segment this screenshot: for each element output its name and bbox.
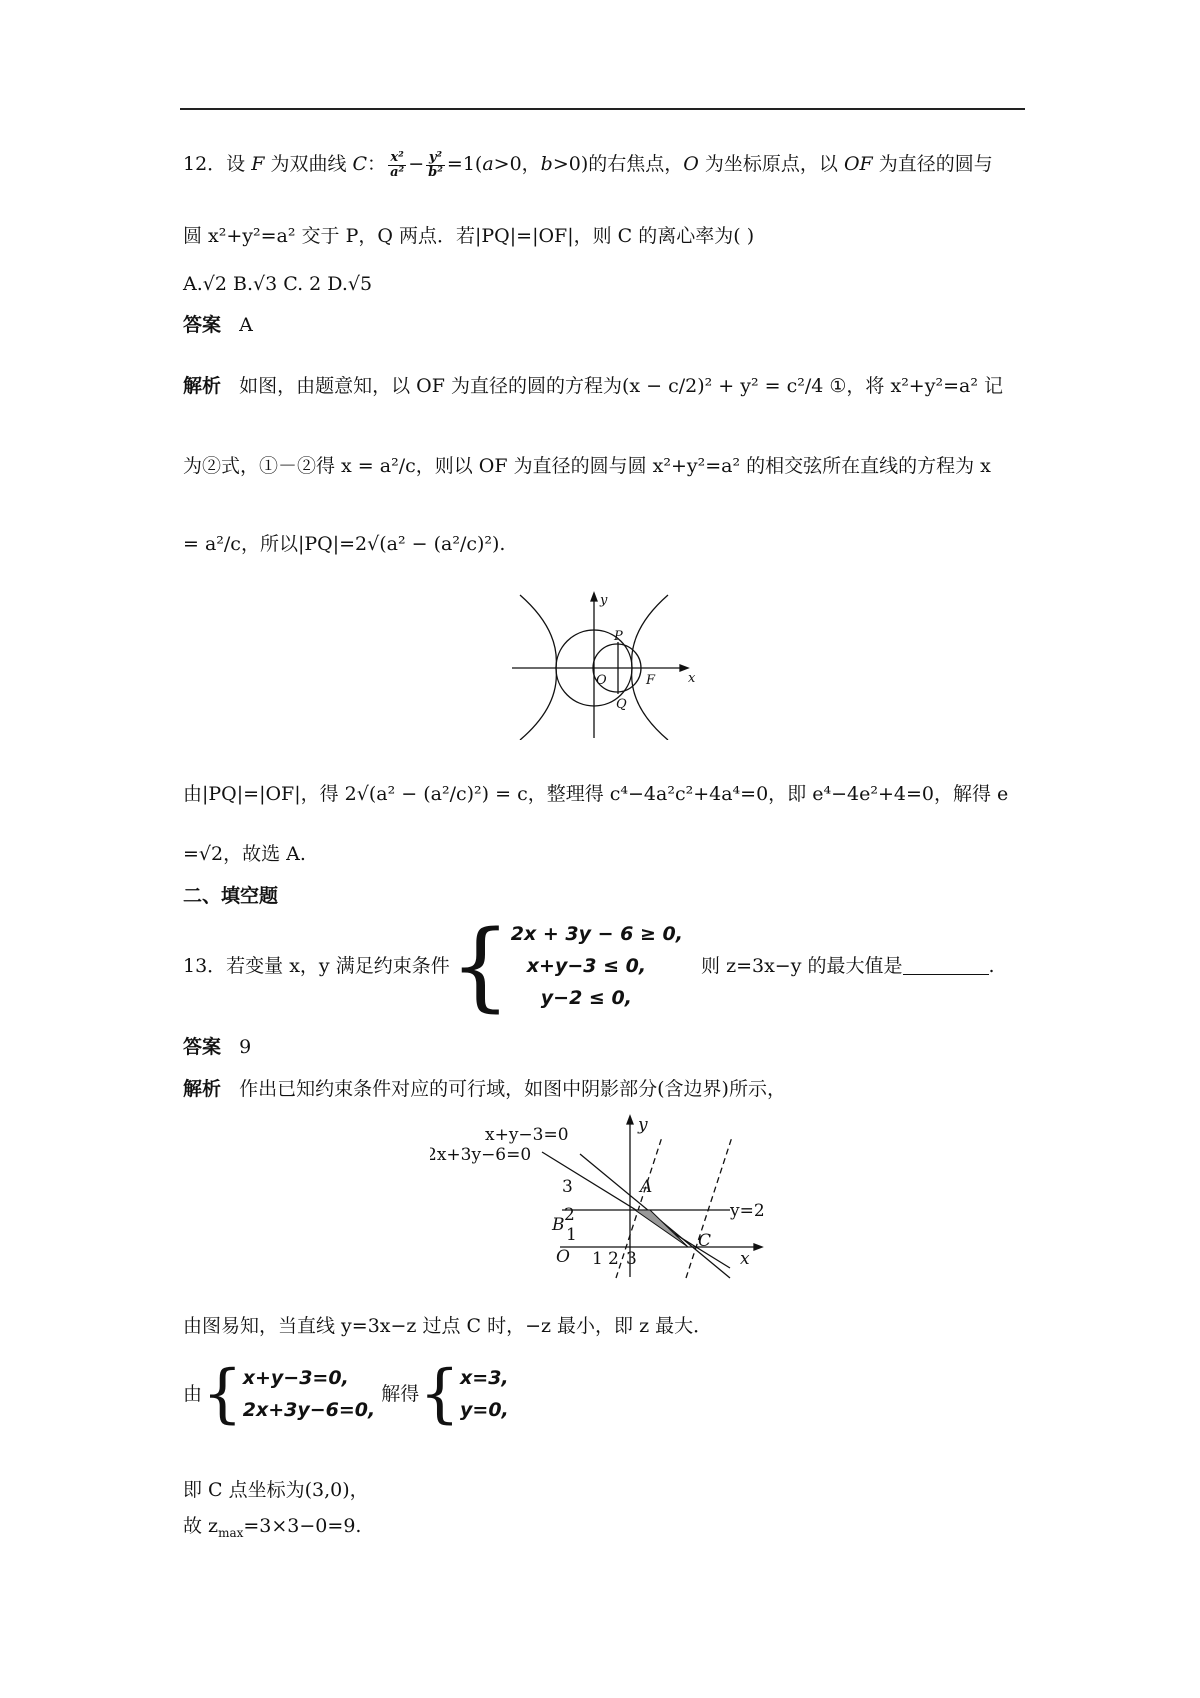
equation-system: x+y−3=0, 2x+3y−6=0, — [242, 1367, 376, 1421]
q12-line2: 圆 x²+y²=a² 交于 P，Q 两点．若|PQ|=|OF|，则 C 的离心率为( ) — [183, 225, 755, 247]
solve-brace-right: { — [419, 1357, 461, 1431]
q12-conclusion-1: 由|PQ|=|OF|，得 2√(a² − (a²/c)²) = c，整理得 c⁴−4a²c²+4a⁴=0，即 e⁴−4e²+4=0，解得 e — [183, 783, 1009, 805]
tick-y-3: 3 — [562, 1177, 573, 1197]
q12-answer: 答案 A — [183, 314, 253, 336]
q13-point-c: 即 C 点坐标为(3,0)， — [183, 1479, 369, 1501]
label-origin: O — [556, 1247, 570, 1267]
feasible-region — [635, 1210, 688, 1247]
label-o: O — [596, 673, 607, 688]
q13-max: 故 $z_{max}=3\times 3-0=9$. — [183, 1515, 362, 1540]
label-y-eq-2: y=2 — [730, 1201, 765, 1221]
label-x: x — [688, 671, 696, 686]
tick-x-2: 2 — [608, 1249, 619, 1269]
x-axis-arrow — [680, 665, 688, 671]
q12-analysis-3: = a²/c，所以|PQ|=2√(a² − (a²/c)²). — [183, 533, 506, 555]
dashed-line-1 — [616, 1137, 662, 1278]
section-heading: 二、填空题 — [183, 885, 279, 907]
label-point-b: B — [552, 1215, 565, 1235]
axis-x-arrow — [754, 1244, 762, 1250]
label-p: P — [614, 629, 623, 644]
q13-answer: 答案 9 — [183, 1036, 252, 1058]
figure-hyperbola — [512, 590, 702, 744]
tick-x-1: 1 — [592, 1249, 603, 1269]
q13-after-figure: 由图易知，当直线 y=3x−z 过点 C 时，−z 最小，即 z 最大． — [183, 1315, 713, 1337]
figure-feasible-region-svg — [430, 1112, 770, 1282]
q12-analysis-2: 为②式，①－②得 x = a²/c，则以 OF 为直径的圆与圆 x²+y²=a² 的相交弦所在直线的方程为 x — [183, 455, 991, 477]
frac-y2-b2: $\frac{\text{y²}}{\text{b²}}$ — [428, 149, 443, 180]
header-rule — [180, 108, 1025, 110]
q12-line1: 12．设 F 为双曲线 C： $\frac{\text{x²}}{\text{a²}}$ − $\frac{\text{y²}}{\text{b²}}$ =1(a>0，b>0)的右焦点，O 为坐标原点，以 OF 为直径的圆与 — [183, 149, 993, 180]
figure-feasible-region — [430, 1112, 770, 1286]
q13-analysis-1: 解析 作出已知约束条件对应的可行域，如图中阴影部分(含边界)所示， — [183, 1078, 786, 1100]
q12-analysis-1: 解析 如图，由题意知，以 OF 为直径的圆的方程为(x − c/2)² + y² = c²/4 ①，将 x²+y²=a² 记 — [183, 375, 1003, 397]
axis-y-arrow — [627, 1116, 633, 1124]
constraint-system: 2x + 3y − 6 ≥ 0, x+y−3 ≤ 0, y−2 ≤ 0, — [510, 923, 683, 1009]
label-axis-x: x — [740, 1249, 750, 1269]
q13-solve-system: 由{ x+y−3=0, 2x+3y−6=0, 解得{ x=3, y=0, — [183, 1357, 509, 1431]
label-line-2x-plus-3y: 2x+3y−6=0 — [430, 1145, 532, 1165]
q12-conclusion-2: =√2，故选 A. — [183, 843, 306, 865]
figure-hyperbola-svg — [512, 590, 702, 740]
solution-system: x=3, y=0, — [460, 1367, 509, 1421]
label-axis-y: y — [638, 1115, 648, 1135]
dashed-line-2 — [686, 1137, 732, 1278]
tick-y-2: 2 — [564, 1205, 575, 1225]
label-f: F — [646, 673, 656, 688]
label-point-a: A — [640, 1177, 653, 1197]
tick-y-1: 1 — [566, 1225, 577, 1245]
solve-brace-left: { — [202, 1357, 243, 1431]
label-q: Q — [616, 697, 627, 712]
label-point-c: C — [698, 1231, 712, 1251]
label-y: y — [600, 593, 608, 608]
frac-x2-a2: $\frac{\text{x²}}{\text{a²}}$ — [390, 149, 405, 180]
answer-blank — [903, 954, 989, 975]
left-brace: { — [449, 910, 511, 1022]
q13-stem: 13．若变量 x，y 满足约束条件{ 2x + 3y − 6 ≥ 0, x+y−3 ≤ 0, y−2 ≤ 0, 则 z=3x−y 的最大值是 . — [183, 910, 995, 1022]
y-axis-arrow — [591, 593, 597, 601]
tick-x-3: 3 — [626, 1249, 637, 1269]
q12-options: A.√2 B.√3 C. 2 D.√5 — [183, 273, 373, 295]
label-line-x-plus-y: x+y−3=0 — [485, 1125, 569, 1145]
